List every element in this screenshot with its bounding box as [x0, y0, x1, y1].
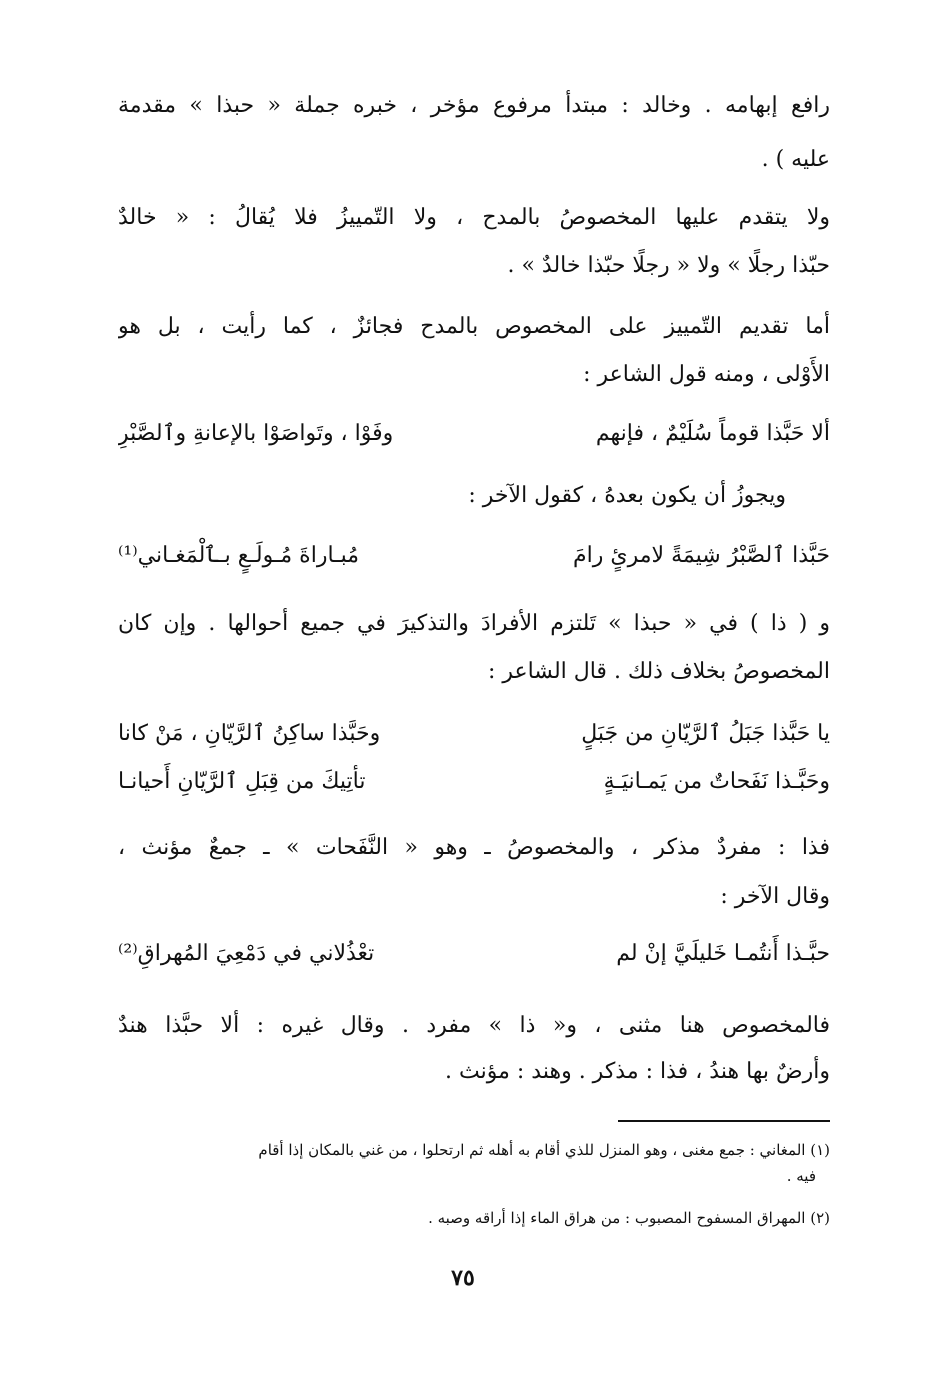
verse-first-hemistich: حبَّـذا أَنتُمـا خَليلَيَّ إنْ لم [616, 941, 830, 966]
body-line: أما تقديم التّمييز على المخصوص بالمدح فجائزٌ ، كما رأيت ، بل هو [118, 314, 830, 339]
verse-line [118, 762, 830, 802]
footnote-divider [618, 1120, 830, 1122]
verse-line [118, 934, 830, 974]
verse-second-hemistich: وحَبَّذا ساكِنُ ٱلرَّيّانِ ، مَنْ كانا [118, 721, 381, 746]
verse-first-hemistich: وحَبَّـذا نَفَحاتٌ من يَمـانيَـةٍ [603, 769, 830, 794]
verse-second-hemistich: وفَوْا ، وتَواصَوْا بالإعانةِ وٱلصَّبْرِ [118, 421, 394, 446]
body-line: ويجوزُ أن يكون بعدهُ ، كقول الآخر : [468, 483, 786, 508]
footnote: (١) المغاني : جمع مغنى ، وهو المنزل للذي أقام به أهله ثم ارتحلوا ، من غني بالمكان إذا أقام [258, 1141, 830, 1159]
verse-line [118, 536, 830, 576]
verse-line [118, 414, 830, 454]
body-line: ولا يتقدم عليها المخصوصُ بالمدح ، ولا التّمييزُ فلا يُقالُ : « خالدٌ [118, 205, 830, 230]
verse-first-hemistich: حَبَّذا ٱلصَّبْرُ شِيمَةً لامرئٍ رامَ [573, 543, 830, 568]
verse-second-hemistich: تأتِيكَ من قِبَلِ ٱلرَّيّانِ أَحيانـا [118, 769, 366, 794]
body-line: وقال الآخر : [720, 884, 830, 909]
body-line: عليه ) . [761, 147, 830, 172]
body-line: وأرضٌ بها هندُ ، فذا : مذكر . وهند : مؤنث . [445, 1059, 830, 1084]
verse-first-hemistich: ألا حَبَّذا قوماً سُلَيْمٌ ، فإنهم [595, 421, 830, 446]
verse-line [118, 714, 830, 754]
body-line: فالمخصوص هنا مثنى ، و« ذا » مفرد . وقال غيره : ألا حبَّذا هندٌ [118, 1013, 830, 1038]
body-line: و ( ذا ) في « حبذا » تَلتزم الأفرادَ والتذكيرَ في جميع أحوالها . وإن كان [118, 611, 830, 636]
footnote: فيه . [786, 1167, 816, 1185]
page-number: ٧٥ [451, 1265, 475, 1291]
body-line: الأَوْلى ، ومنه قول الشاعر : [583, 362, 830, 387]
verse-first-hemistich: يا حَبَّذا جَبَلُ ٱلرَّيّانِ من جَبَلٍ [581, 721, 830, 746]
footnote: (٢) المهراق المسفوح المصبوب : من هراق الماء إذا أراقه وصبه . [428, 1209, 830, 1227]
body-line: رافع إبهامه . وخالد : مبتدأ مرفوع مؤخر ، خبره جملة « حبذا » مقدمة [118, 93, 830, 118]
body-line: فذا : مفردٌ مذكر ، والمخصوصُ ـ وهو « النَّفَحات » ـ جمعٌ مؤنث ، [118, 835, 830, 860]
body-line: المخصوصُ بخلاف ذلك . قال الشاعر : [487, 659, 830, 684]
body-line: حبّذا رجلًا » ولا « رجلًا حبّذا خالدٌ » . [507, 253, 830, 278]
verse-second-hemistich: مُبـاراةَ مُـولَـعٍ بـٱلْمَغـاني⁽¹⁾ [118, 543, 360, 568]
verse-second-hemistich: تعْذُلاني في دَمْعِيَ المُهراقِ⁽²⁾ [118, 941, 375, 966]
